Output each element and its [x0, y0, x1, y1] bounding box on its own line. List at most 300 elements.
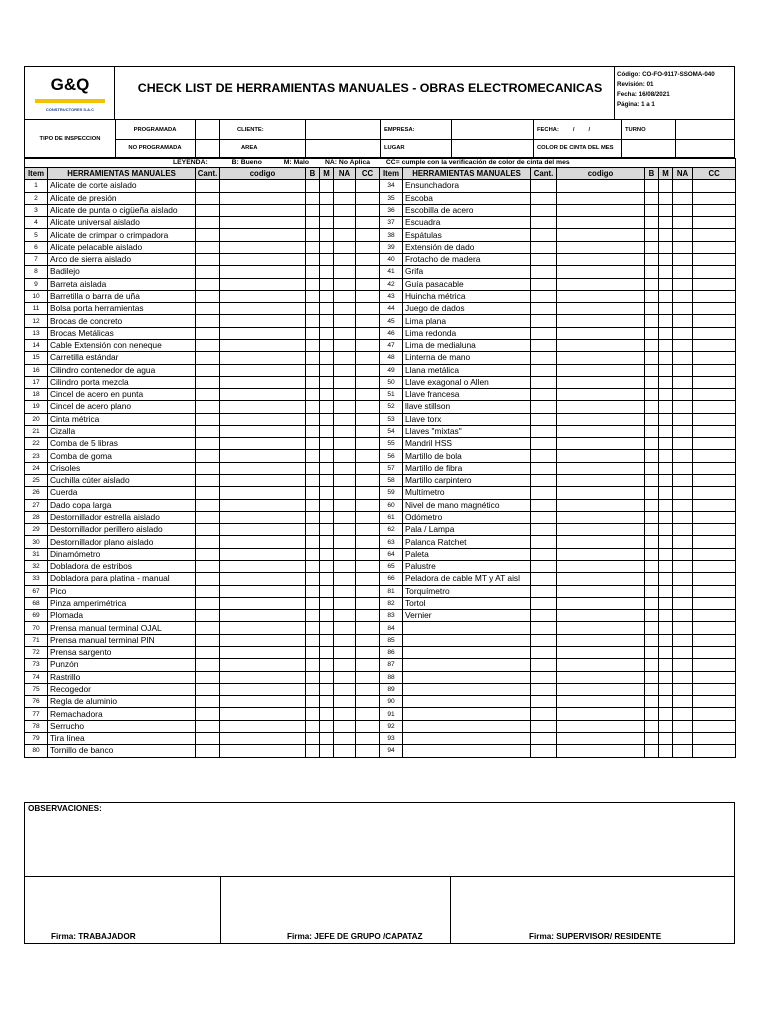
quantity-cell[interactable] [531, 745, 557, 757]
quantity-cell[interactable] [531, 192, 557, 204]
quantity-cell[interactable] [196, 327, 220, 339]
check-cc[interactable] [693, 475, 736, 487]
check-bad[interactable] [320, 548, 334, 560]
check-na[interactable] [673, 204, 693, 216]
quantity-cell[interactable] [196, 573, 220, 585]
code-cell[interactable] [220, 253, 306, 265]
quantity-cell[interactable] [531, 462, 557, 474]
code-cell[interactable] [220, 659, 306, 671]
check-cc[interactable] [693, 720, 736, 732]
check-bad[interactable] [659, 389, 673, 401]
check-bad[interactable] [659, 364, 673, 376]
check-cc[interactable] [356, 536, 380, 548]
check-cc[interactable] [356, 413, 380, 425]
check-good[interactable] [645, 597, 659, 609]
code-cell[interactable] [220, 708, 306, 720]
check-na[interactable] [334, 511, 356, 523]
code-cell[interactable] [220, 327, 306, 339]
check-good[interactable] [306, 511, 320, 523]
check-bad[interactable] [320, 634, 334, 646]
check-bad[interactable] [320, 610, 334, 622]
check-good[interactable] [306, 389, 320, 401]
check-na[interactable] [334, 683, 356, 695]
code-cell[interactable] [557, 659, 645, 671]
check-na[interactable] [673, 511, 693, 523]
code-cell[interactable] [557, 303, 645, 315]
code-cell[interactable] [220, 204, 306, 216]
check-good[interactable] [645, 204, 659, 216]
check-na[interactable] [673, 290, 693, 302]
check-na[interactable] [334, 634, 356, 646]
check-na[interactable] [673, 536, 693, 548]
check-cc[interactable] [356, 327, 380, 339]
check-cc[interactable] [356, 548, 380, 560]
check-good[interactable] [645, 229, 659, 241]
check-good[interactable] [645, 745, 659, 757]
check-na[interactable] [673, 561, 693, 573]
code-cell[interactable] [220, 450, 306, 462]
check-good[interactable] [645, 487, 659, 499]
scheduled-checkbox[interactable] [195, 120, 219, 139]
quantity-cell[interactable] [196, 438, 220, 450]
check-bad[interactable] [320, 389, 334, 401]
code-cell[interactable] [557, 290, 645, 302]
check-na[interactable] [334, 425, 356, 437]
check-cc[interactable] [693, 708, 736, 720]
check-bad[interactable] [659, 561, 673, 573]
check-na[interactable] [673, 475, 693, 487]
check-good[interactable] [306, 339, 320, 351]
quantity-cell[interactable] [531, 597, 557, 609]
code-cell[interactable] [557, 327, 645, 339]
check-na[interactable] [334, 708, 356, 720]
check-good[interactable] [306, 708, 320, 720]
code-cell[interactable] [557, 253, 645, 265]
code-cell[interactable] [220, 646, 306, 658]
code-cell[interactable] [220, 597, 306, 609]
check-na[interactable] [673, 634, 693, 646]
check-na[interactable] [334, 524, 356, 536]
check-cc[interactable] [356, 511, 380, 523]
quantity-cell[interactable] [196, 352, 220, 364]
code-cell[interactable] [557, 475, 645, 487]
code-cell[interactable] [220, 622, 306, 634]
check-na[interactable] [334, 450, 356, 462]
check-good[interactable] [645, 475, 659, 487]
code-cell[interactable] [557, 561, 645, 573]
check-cc[interactable] [356, 315, 380, 327]
check-good[interactable] [306, 696, 320, 708]
code-cell[interactable] [557, 732, 645, 744]
check-cc[interactable] [356, 745, 380, 757]
code-cell[interactable] [557, 352, 645, 364]
check-bad[interactable] [320, 732, 334, 744]
check-bad[interactable] [659, 266, 673, 278]
check-na[interactable] [673, 745, 693, 757]
check-cc[interactable] [693, 499, 736, 511]
check-na[interactable] [673, 671, 693, 683]
check-good[interactable] [306, 646, 320, 658]
check-na[interactable] [673, 487, 693, 499]
tape-color-field[interactable] [675, 139, 735, 157]
check-cc[interactable] [693, 389, 736, 401]
check-bad[interactable] [659, 597, 673, 609]
check-bad[interactable] [320, 278, 334, 290]
check-cc[interactable] [356, 180, 380, 192]
check-good[interactable] [645, 217, 659, 229]
code-cell[interactable] [220, 548, 306, 560]
check-cc[interactable] [356, 266, 380, 278]
check-good[interactable] [645, 536, 659, 548]
code-cell[interactable] [220, 217, 306, 229]
check-good[interactable] [645, 389, 659, 401]
check-bad[interactable] [320, 253, 334, 265]
code-cell[interactable] [557, 696, 645, 708]
quantity-cell[interactable] [196, 425, 220, 437]
check-cc[interactable] [356, 339, 380, 351]
check-bad[interactable] [659, 241, 673, 253]
check-cc[interactable] [693, 745, 736, 757]
check-na[interactable] [673, 180, 693, 192]
check-cc[interactable] [693, 192, 736, 204]
check-good[interactable] [306, 253, 320, 265]
check-bad[interactable] [659, 610, 673, 622]
quantity-cell[interactable] [196, 376, 220, 388]
check-bad[interactable] [320, 561, 334, 573]
check-na[interactable] [673, 597, 693, 609]
quantity-cell[interactable] [531, 413, 557, 425]
check-bad[interactable] [659, 659, 673, 671]
check-na[interactable] [334, 475, 356, 487]
check-bad[interactable] [659, 352, 673, 364]
quantity-cell[interactable] [196, 180, 220, 192]
check-na[interactable] [334, 610, 356, 622]
check-na[interactable] [673, 438, 693, 450]
check-na[interactable] [334, 487, 356, 499]
check-cc[interactable] [693, 646, 736, 658]
check-cc[interactable] [356, 253, 380, 265]
check-good[interactable] [306, 475, 320, 487]
check-bad[interactable] [320, 536, 334, 548]
code-cell[interactable] [557, 229, 645, 241]
check-bad[interactable] [659, 413, 673, 425]
quantity-cell[interactable] [196, 610, 220, 622]
quantity-cell[interactable] [196, 536, 220, 548]
quantity-cell[interactable] [196, 634, 220, 646]
check-na[interactable] [673, 327, 693, 339]
quantity-cell[interactable] [531, 241, 557, 253]
check-bad[interactable] [320, 192, 334, 204]
quantity-cell[interactable] [196, 364, 220, 376]
quantity-cell[interactable] [196, 597, 220, 609]
quantity-cell[interactable] [531, 671, 557, 683]
check-bad[interactable] [659, 548, 673, 560]
quantity-cell[interactable] [196, 499, 220, 511]
check-bad[interactable] [320, 683, 334, 695]
check-na[interactable] [673, 450, 693, 462]
quantity-cell[interactable] [531, 585, 557, 597]
check-good[interactable] [645, 376, 659, 388]
check-bad[interactable] [659, 229, 673, 241]
check-na[interactable] [673, 548, 693, 560]
code-cell[interactable] [220, 573, 306, 585]
check-cc[interactable] [356, 597, 380, 609]
check-good[interactable] [306, 303, 320, 315]
check-bad[interactable] [659, 745, 673, 757]
code-cell[interactable] [220, 303, 306, 315]
check-bad[interactable] [659, 634, 673, 646]
check-bad[interactable] [659, 499, 673, 511]
check-cc[interactable] [356, 610, 380, 622]
quantity-cell[interactable] [196, 217, 220, 229]
check-good[interactable] [645, 622, 659, 634]
check-good[interactable] [645, 524, 659, 536]
quantity-cell[interactable] [531, 708, 557, 720]
check-bad[interactable] [320, 511, 334, 523]
check-na[interactable] [334, 646, 356, 658]
check-bad[interactable] [320, 315, 334, 327]
check-bad[interactable] [659, 683, 673, 695]
check-good[interactable] [306, 573, 320, 585]
code-cell[interactable] [557, 389, 645, 401]
check-bad[interactable] [320, 352, 334, 364]
check-bad[interactable] [320, 364, 334, 376]
code-cell[interactable] [557, 204, 645, 216]
code-cell[interactable] [557, 610, 645, 622]
check-good[interactable] [306, 499, 320, 511]
code-cell[interactable] [557, 499, 645, 511]
check-cc[interactable] [693, 696, 736, 708]
check-na[interactable] [334, 438, 356, 450]
code-cell[interactable] [220, 352, 306, 364]
check-bad[interactable] [320, 708, 334, 720]
check-good[interactable] [645, 413, 659, 425]
check-cc[interactable] [693, 659, 736, 671]
code-cell[interactable] [557, 413, 645, 425]
code-cell[interactable] [557, 364, 645, 376]
quantity-cell[interactable] [531, 696, 557, 708]
check-good[interactable] [645, 450, 659, 462]
check-good[interactable] [645, 646, 659, 658]
check-na[interactable] [673, 339, 693, 351]
check-good[interactable] [645, 352, 659, 364]
quantity-cell[interactable] [196, 303, 220, 315]
code-cell[interactable] [220, 438, 306, 450]
check-na[interactable] [334, 622, 356, 634]
check-bad[interactable] [659, 732, 673, 744]
code-cell[interactable] [220, 290, 306, 302]
check-bad[interactable] [659, 290, 673, 302]
check-bad[interactable] [659, 524, 673, 536]
check-good[interactable] [306, 610, 320, 622]
check-bad[interactable] [659, 450, 673, 462]
check-good[interactable] [645, 732, 659, 744]
check-na[interactable] [334, 732, 356, 744]
unscheduled-checkbox[interactable] [195, 139, 219, 157]
check-good[interactable] [306, 401, 320, 413]
quantity-cell[interactable] [196, 622, 220, 634]
check-cc[interactable] [356, 696, 380, 708]
check-na[interactable] [673, 708, 693, 720]
check-cc[interactable] [356, 475, 380, 487]
check-na[interactable] [334, 376, 356, 388]
quantity-cell[interactable] [196, 204, 220, 216]
code-cell[interactable] [557, 548, 645, 560]
check-na[interactable] [334, 352, 356, 364]
check-good[interactable] [306, 561, 320, 573]
check-bad[interactable] [320, 339, 334, 351]
check-na[interactable] [673, 278, 693, 290]
quantity-cell[interactable] [531, 536, 557, 548]
check-good[interactable] [645, 253, 659, 265]
quantity-cell[interactable] [531, 683, 557, 695]
check-na[interactable] [673, 217, 693, 229]
check-na[interactable] [334, 745, 356, 757]
quantity-cell[interactable] [531, 339, 557, 351]
area-field[interactable] [305, 139, 380, 157]
check-bad[interactable] [320, 585, 334, 597]
check-good[interactable] [645, 585, 659, 597]
check-cc[interactable] [356, 352, 380, 364]
quantity-cell[interactable] [196, 253, 220, 265]
check-cc[interactable] [693, 610, 736, 622]
check-cc[interactable] [693, 278, 736, 290]
check-cc[interactable] [356, 499, 380, 511]
check-na[interactable] [334, 548, 356, 560]
quantity-cell[interactable] [531, 425, 557, 437]
check-cc[interactable] [693, 561, 736, 573]
code-cell[interactable] [220, 585, 306, 597]
quantity-cell[interactable] [531, 646, 557, 658]
check-cc[interactable] [693, 413, 736, 425]
check-cc[interactable] [693, 290, 736, 302]
check-good[interactable] [645, 339, 659, 351]
code-cell[interactable] [557, 315, 645, 327]
quantity-cell[interactable] [531, 450, 557, 462]
check-bad[interactable] [320, 646, 334, 658]
code-cell[interactable] [557, 438, 645, 450]
check-bad[interactable] [659, 671, 673, 683]
code-cell[interactable] [220, 524, 306, 536]
check-na[interactable] [673, 720, 693, 732]
quantity-cell[interactable] [531, 487, 557, 499]
quantity-cell[interactable] [531, 303, 557, 315]
check-na[interactable] [673, 585, 693, 597]
check-cc[interactable] [693, 450, 736, 462]
check-na[interactable] [334, 573, 356, 585]
check-bad[interactable] [659, 475, 673, 487]
check-bad[interactable] [320, 745, 334, 757]
check-cc[interactable] [356, 720, 380, 732]
check-good[interactable] [645, 573, 659, 585]
check-good[interactable] [645, 290, 659, 302]
check-good[interactable] [306, 548, 320, 560]
check-good[interactable] [645, 401, 659, 413]
check-bad[interactable] [320, 266, 334, 278]
check-good[interactable] [306, 315, 320, 327]
code-cell[interactable] [220, 192, 306, 204]
check-cc[interactable] [693, 425, 736, 437]
quantity-cell[interactable] [196, 413, 220, 425]
code-cell[interactable] [557, 376, 645, 388]
quantity-cell[interactable] [196, 241, 220, 253]
code-cell[interactable] [557, 217, 645, 229]
check-cc[interactable] [693, 585, 736, 597]
check-bad[interactable] [659, 585, 673, 597]
check-good[interactable] [306, 536, 320, 548]
code-cell[interactable] [220, 511, 306, 523]
check-good[interactable] [645, 659, 659, 671]
code-cell[interactable] [557, 266, 645, 278]
check-bad[interactable] [320, 438, 334, 450]
check-good[interactable] [645, 180, 659, 192]
quantity-cell[interactable] [531, 278, 557, 290]
check-na[interactable] [673, 462, 693, 474]
check-cc[interactable] [356, 659, 380, 671]
check-good[interactable] [306, 720, 320, 732]
quantity-cell[interactable] [531, 266, 557, 278]
check-cc[interactable] [356, 622, 380, 634]
check-good[interactable] [645, 462, 659, 474]
quantity-cell[interactable] [196, 266, 220, 278]
check-bad[interactable] [659, 278, 673, 290]
check-na[interactable] [334, 364, 356, 376]
check-na[interactable] [673, 389, 693, 401]
check-cc[interactable] [356, 683, 380, 695]
check-good[interactable] [306, 634, 320, 646]
check-bad[interactable] [320, 499, 334, 511]
check-bad[interactable] [659, 303, 673, 315]
code-cell[interactable] [220, 732, 306, 744]
check-good[interactable] [306, 180, 320, 192]
quantity-cell[interactable] [196, 683, 220, 695]
quantity-cell[interactable] [196, 511, 220, 523]
check-na[interactable] [673, 253, 693, 265]
check-cc[interactable] [693, 634, 736, 646]
code-cell[interactable] [557, 708, 645, 720]
check-na[interactable] [673, 610, 693, 622]
code-cell[interactable] [220, 413, 306, 425]
quantity-cell[interactable] [531, 229, 557, 241]
check-good[interactable] [645, 278, 659, 290]
check-good[interactable] [306, 659, 320, 671]
check-good[interactable] [645, 683, 659, 695]
check-good[interactable] [306, 450, 320, 462]
check-good[interactable] [306, 364, 320, 376]
check-bad[interactable] [659, 315, 673, 327]
quantity-cell[interactable] [531, 217, 557, 229]
check-good[interactable] [645, 364, 659, 376]
code-cell[interactable] [557, 425, 645, 437]
check-cc[interactable] [356, 524, 380, 536]
code-cell[interactable] [557, 401, 645, 413]
check-bad[interactable] [659, 217, 673, 229]
check-bad[interactable] [659, 327, 673, 339]
code-cell[interactable] [220, 720, 306, 732]
check-good[interactable] [645, 241, 659, 253]
quantity-cell[interactable] [196, 487, 220, 499]
quantity-cell[interactable] [196, 290, 220, 302]
check-na[interactable] [334, 303, 356, 315]
signature-foreman[interactable] [221, 877, 451, 944]
quantity-cell[interactable] [196, 278, 220, 290]
code-cell[interactable] [557, 450, 645, 462]
quantity-cell[interactable] [196, 192, 220, 204]
check-cc[interactable] [693, 253, 736, 265]
quantity-cell[interactable] [531, 253, 557, 265]
code-cell[interactable] [557, 278, 645, 290]
check-cc[interactable] [693, 536, 736, 548]
